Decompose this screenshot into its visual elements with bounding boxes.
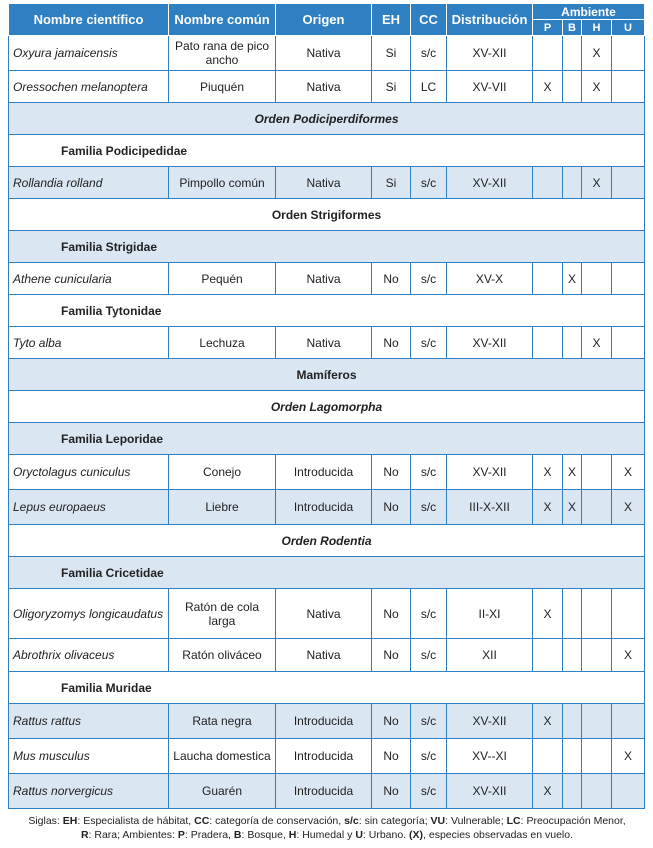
cell-u: X [612,639,645,672]
cell-eh: No [372,639,411,672]
cell-p: X [533,71,563,103]
footnote-abbr: B [233,829,242,841]
cell-eh: Si [372,36,411,71]
family-row [9,135,645,167]
header-origin: Origen [276,4,372,36]
cell-p: X [533,704,563,739]
cell-u: X [612,739,645,774]
cell-u [612,589,645,639]
cell-common-name: Laucha domestica [169,739,276,774]
cell-p [533,263,563,295]
cell-u [612,704,645,739]
cell-cc: s/c [411,263,447,295]
cell-scientific-name: Tyto alba [9,327,169,359]
cell-cc: s/c [411,774,447,809]
cell-common-name: Conejo [169,455,276,490]
cell-p: X [533,455,563,490]
cell-origin: Nativa [276,36,372,71]
cell-scientific-name: Rattus rattus [9,704,169,739]
cell-cc: s/c [411,589,447,639]
cell-h [582,263,612,295]
cell-origin: Nativa [276,639,372,672]
footnote-abbr: s/c [344,815,359,827]
footnote-text: Siglas: [28,815,63,827]
header-b: B [563,20,582,36]
cell-distribution: XV-VII [447,71,533,103]
cell-cc: LC [411,71,447,103]
table-row [9,774,645,809]
cell-distribution: XV-XII [447,167,533,199]
table-row [9,36,645,71]
cell-eh: No [372,327,411,359]
table-header [9,4,645,36]
footnote-abbr: H [288,829,297,841]
table-row [9,327,645,359]
cell-scientific-name: Rollandia rolland [9,167,169,199]
cell-u [612,327,645,359]
cell-distribution: XV-XII [447,36,533,71]
cell-scientific-name: Oryctolagus cuniculus [9,455,169,490]
cell-eh: Si [372,71,411,103]
header-u: U [612,20,645,36]
cell-origin: Introducida [276,490,372,525]
cell-p [533,739,563,774]
cell-distribution: XV-XII [447,774,533,809]
cell-eh: No [372,263,411,295]
cell-origin: Nativa [276,167,372,199]
family-heading: Familia Tytonidae [9,295,645,327]
cell-h [582,774,612,809]
cell-h: X [582,327,612,359]
cell-u [612,263,645,295]
cell-scientific-name: Lepus europaeus [9,490,169,525]
family-row [9,672,645,704]
cell-h [582,589,612,639]
cell-u [612,774,645,809]
cell-common-name: Piuquén [169,71,276,103]
footnote-text: : Urbano. [362,829,410,841]
footnote-text: : Pradera, [184,829,234,841]
cell-distribution: XV--XI [447,739,533,774]
footnote-abbr: U [355,829,363,841]
cell-origin: Nativa [276,589,372,639]
footnote-text: , especies observadas en vuelo. [423,829,574,841]
table-row [9,639,645,672]
cell-b: X [563,455,582,490]
cell-p: X [533,589,563,639]
cell-common-name: Guarén [169,774,276,809]
cell-p [533,327,563,359]
cell-h: X [582,167,612,199]
footnote-text: : Bosque, [241,829,289,841]
cell-eh: No [372,739,411,774]
cell-cc: s/c [411,455,447,490]
cell-origin: Nativa [276,327,372,359]
footnote-text: : Humedal y [296,829,356,841]
cell-distribution: XV-XII [447,327,533,359]
cell-origin: Introducida [276,704,372,739]
cell-eh: No [372,704,411,739]
cell-eh: No [372,589,411,639]
table-row [9,704,645,739]
cell-b [563,589,582,639]
section-row [9,199,645,231]
cell-cc: s/c [411,739,447,774]
family-row [9,423,645,455]
order-heading: Orden Lagomorpha [9,391,645,423]
footnote-abbr: P [177,829,185,841]
cell-b [563,704,582,739]
cell-eh: Si [372,167,411,199]
header-ambiente: Ambiente [533,4,645,20]
cell-scientific-name: Abrothrix olivaceus [9,639,169,672]
cell-b [563,639,582,672]
cell-common-name: Pato rana de pico ancho [169,36,276,71]
cell-cc: s/c [411,704,447,739]
cell-p [533,639,563,672]
header-common-name: Nombre común [169,4,276,36]
cell-distribution: XII [447,639,533,672]
table-row [9,739,645,774]
cell-cc: s/c [411,327,447,359]
order-heading: Orden Strigiformes [9,199,645,231]
section-row [9,359,645,391]
order-heading: Orden Rodentia [9,525,645,557]
footnote-text: : categoría de conservación, [209,815,345,827]
family-heading: Familia Cricetidae [9,557,645,589]
footnote-abbr: CC [194,815,210,827]
footnote-abbr: (X) [409,829,424,841]
cell-eh: No [372,774,411,809]
cell-cc: s/c [411,167,447,199]
family-heading: Familia Strigidae [9,231,645,263]
cell-b [563,167,582,199]
cell-common-name: Ratón oliváceo [169,639,276,672]
section-row [9,391,645,423]
header-distribution: Distribución [447,4,533,36]
table-row [9,490,645,525]
footnote-text: : Vulnerable; [445,815,507,827]
footnote-abbr: VU [430,815,446,827]
table-row [9,167,645,199]
cell-common-name: Liebre [169,490,276,525]
cell-u: X [612,455,645,490]
footnote-text: : Especialista de hábitat, [77,815,195,827]
section-row [9,103,645,135]
cell-distribution: III-X-XII [447,490,533,525]
cell-common-name: Pequén [169,263,276,295]
footnote-abbr: R [80,829,89,841]
cell-b: X [563,490,582,525]
species-table [8,3,645,809]
footnote-text: : Rara; Ambientes: [88,829,178,841]
cell-h [582,639,612,672]
footnote-abbr: LC [506,815,521,827]
cell-b [563,327,582,359]
cell-origin: Introducida [276,739,372,774]
family-heading: Familia Podicipedidae [9,135,645,167]
cell-eh: No [372,455,411,490]
cell-common-name: Rata negra [169,704,276,739]
footnote-abbr: EH [62,815,78,827]
cell-p [533,36,563,71]
family-heading: Familia Leporidae [9,423,645,455]
cell-origin: Introducida [276,774,372,809]
cell-h [582,490,612,525]
family-row [9,557,645,589]
cell-scientific-name: Oxyura jamaicensis [9,36,169,71]
cell-b: X [563,263,582,295]
table-row [9,589,645,639]
cell-eh: No [372,490,411,525]
cell-h [582,455,612,490]
header-eh: EH [372,4,411,36]
order-heading: Orden Podiciperdiformes [9,103,645,135]
cell-scientific-name: Rattus norvergicus [9,774,169,809]
cell-p [533,167,563,199]
header-scientific-name: Nombre científico [9,4,169,36]
footnote [6,814,648,842]
cell-cc: s/c [411,639,447,672]
cell-scientific-name: Mus musculus [9,739,169,774]
family-row [9,231,645,263]
cell-u [612,36,645,71]
cell-origin: Introducida [276,455,372,490]
cell-origin: Nativa [276,71,372,103]
cell-b [563,36,582,71]
cell-h [582,704,612,739]
header-cc: CC [411,4,447,36]
cell-b [563,774,582,809]
class-heading: Mamíferos [9,359,645,391]
cell-distribution: XV-XII [447,455,533,490]
cell-scientific-name: Athene cunicularia [9,263,169,295]
cell-u [612,71,645,103]
cell-origin: Nativa [276,263,372,295]
table-row [9,263,645,295]
cell-h: X [582,36,612,71]
cell-u [612,167,645,199]
cell-scientific-name: Oligoryzomys longicaudatus [9,589,169,639]
header-p: P [533,20,563,36]
cell-distribution: XV-X [447,263,533,295]
cell-common-name: Pimpollo común [169,167,276,199]
family-heading: Familia Muridae [9,672,645,704]
cell-h: X [582,71,612,103]
cell-scientific-name: Oressochen melanoptera [9,71,169,103]
table-row [9,455,645,490]
cell-p: X [533,774,563,809]
header-h: H [582,20,612,36]
footnote-text: : sin categoría; [358,815,431,827]
cell-h [582,739,612,774]
cell-cc: s/c [411,490,447,525]
cell-distribution: II-XI [447,589,533,639]
cell-b [563,71,582,103]
cell-common-name: Ratón de cola larga [169,589,276,639]
family-row [9,295,645,327]
table-row [9,71,645,103]
cell-b [563,739,582,774]
footnote-text: : Preocupación Menor, [520,815,626,827]
cell-p: X [533,490,563,525]
cell-u: X [612,490,645,525]
section-row [9,525,645,557]
cell-common-name: Lechuza [169,327,276,359]
cell-cc: s/c [411,36,447,71]
cell-distribution: XV-XII [447,704,533,739]
